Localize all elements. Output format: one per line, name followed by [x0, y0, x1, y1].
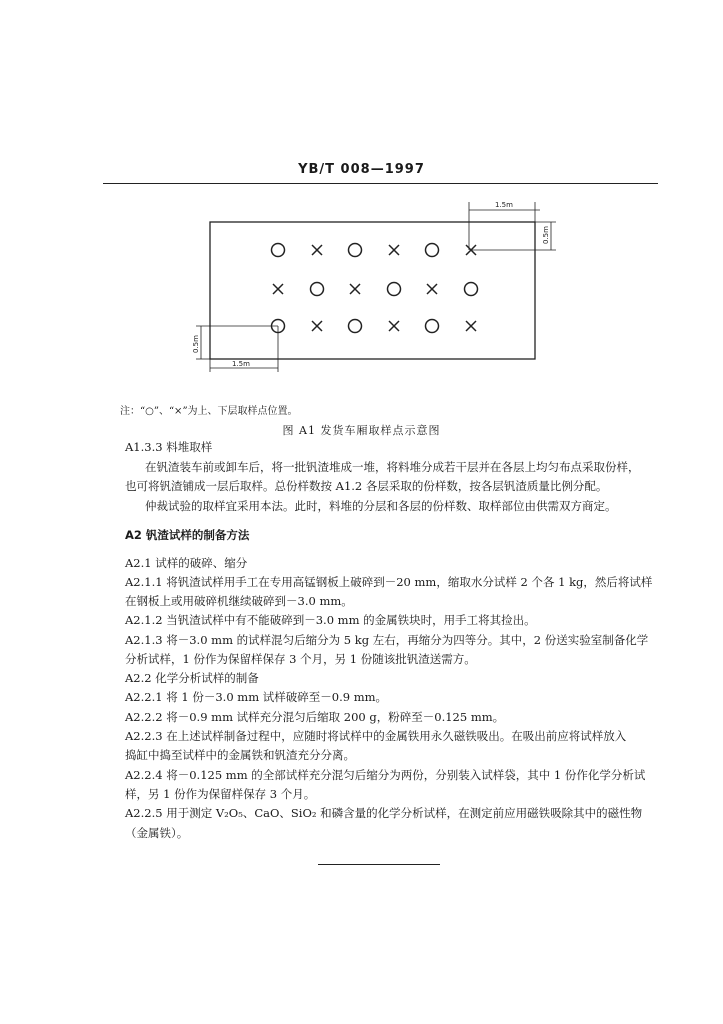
wagon-box — [210, 222, 535, 359]
upper-layer-point — [426, 244, 439, 257]
upper-layer-point — [465, 283, 478, 296]
page-header: YB/T 008—1997 — [298, 162, 425, 177]
paragraph-line: A2.2.2 将－0.9 mm 试样充分混匀后缩取 200 g，粉碎至－0.125 mm。 — [125, 710, 505, 724]
section-a2-heading: A2 钒渣试样的制备方法 — [125, 528, 250, 542]
dim-top-height: 0.5m — [542, 226, 550, 244]
paragraph-line: A2.1.2 当钒渣试样中有不能破碎到－3.0 mm 的金属铁块时，用手工将其捡出。 — [125, 613, 536, 627]
lower-layer-point — [466, 321, 476, 331]
lower-layer-point — [389, 321, 399, 331]
paragraph-line: A2.2.5 用于测定 V₂O₅、CaO、SiO₂ 和磷含量的化学分析试样，在测定前应用磁铁吸除其中的磁性物 — [125, 806, 643, 820]
sample-markers — [272, 244, 478, 333]
upper-layer-point — [272, 244, 285, 257]
paragraph-line: 捣缸中捣至试样中的金属铁和钒渣充分分离。 — [125, 748, 355, 762]
upper-layer-point — [349, 244, 362, 257]
lower-layer-point — [389, 245, 399, 255]
paragraph-line: 在钢板上或用破碎机继续破碎到－3.0 mm。 — [125, 594, 353, 608]
section-a2-2: A2.2 化学分析试样的制备 — [125, 671, 259, 685]
dim-bottom-height: 0.5m — [192, 335, 200, 353]
lower-layer-point — [273, 284, 283, 294]
lower-layer-point — [350, 284, 360, 294]
figure-note: 注：“○”、“×”为上、下层取样点位置。 — [120, 406, 298, 417]
paragraph-line: 也可将钒渣铺成一层后取样。总份样数按 A1.2 各层采取的份样数，按各层钒渣质量比例分配。 — [125, 479, 608, 493]
section-a1-3-3: A1.3.3 料堆取样 — [125, 440, 213, 454]
paragraph-line: 仲裁试验的取样宜采用本法。此时，料堆的分层和各层的份样数、取样部位由供需双方商定。 — [145, 499, 617, 513]
paragraph-line: 样，另 1 份作为保留样保存 3 个月。 — [125, 787, 316, 801]
upper-layer-point — [426, 320, 439, 333]
upper-layer-point — [349, 320, 362, 333]
upper-layer-point — [311, 283, 324, 296]
upper-layer-point — [388, 283, 401, 296]
figure-caption: 图 A1 发货车厢取样点示意图 — [282, 424, 441, 437]
lower-layer-point — [312, 245, 322, 255]
paragraph-line: 在钒渣装车前或卸车后，将一批钒渣堆成一堆，将料堆分成若干层并在各层上均匀布点采取份样， — [145, 460, 640, 474]
section-a2-1: A2.1 试样的破碎、缩分 — [125, 556, 248, 570]
paragraph-line: A2.1.1 将钒渣试样用手工在专用高锰钢板上破碎到－20 mm，缩取水分试样 2 个各 1 kg，然后将试样 — [125, 575, 653, 589]
paragraph-line: A2.1.3 将－3.0 mm 的试样混匀后缩分为 5 kg 左右，再缩分为四等分。其中，2 份送实验室制备化学 — [125, 633, 649, 647]
paragraph-line: A2.2.3 在上述试样制备过程中，应随时将试样中的金属铁用永久磁铁吸出。在吸出前应将试样放入 — [125, 729, 627, 743]
paragraph-line: （金属铁）。 — [125, 826, 189, 840]
paragraph-line: A2.2.1 将 1 份－3.0 mm 试样破碎至－0.9 mm。 — [125, 690, 388, 704]
lower-layer-point — [312, 321, 322, 331]
paragraph-line: A2.2.4 将－0.125 mm 的全部试样充分混匀后缩分为两份，分别装入试样袋，其中 1 份作化学分析试 — [125, 768, 646, 782]
lower-layer-point — [427, 284, 437, 294]
end-rule — [318, 864, 440, 865]
paragraph-line: 分析试样，1 份作为保留样保存 3 个月，另 1 份随该批钒渣送需方。 — [125, 652, 476, 666]
dim-bottom-width: 1.5m — [232, 360, 250, 368]
dim-top-width: 1.5m — [495, 201, 513, 209]
